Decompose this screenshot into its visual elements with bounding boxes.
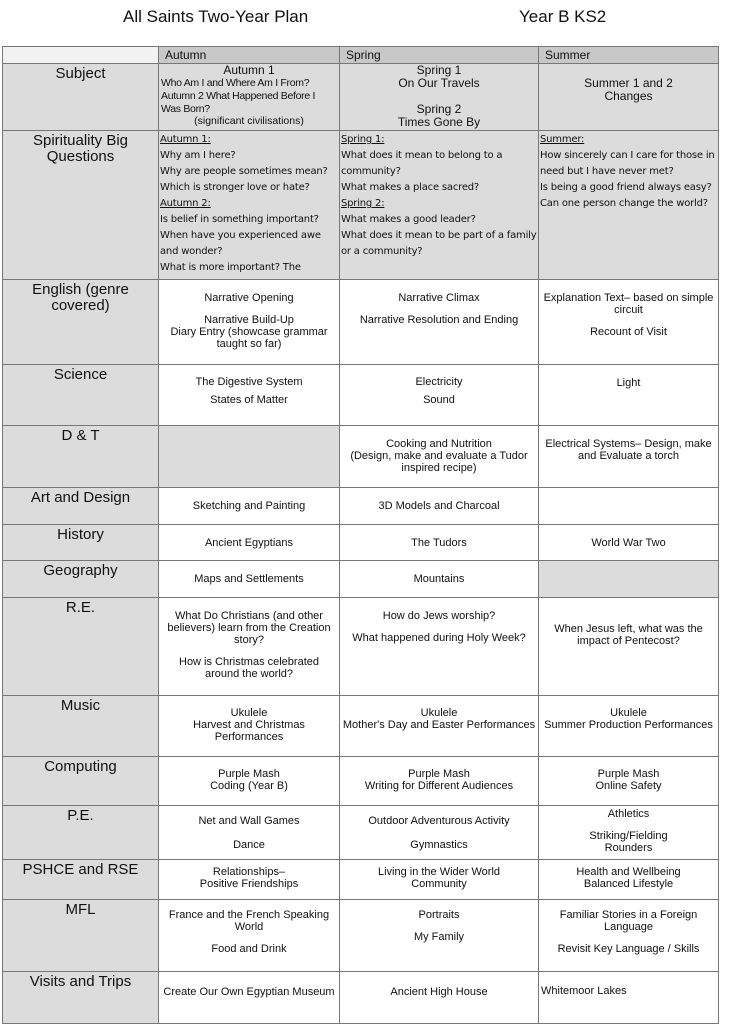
topic: Ukulele xyxy=(230,707,268,719)
cell-dt-spring xyxy=(340,426,539,488)
cell-pshce-summer xyxy=(539,860,719,900)
topic: Coding (Year B) xyxy=(210,780,288,792)
topic: Narrative Resolution and Ending xyxy=(359,314,519,326)
table-row-dt xyxy=(3,426,719,488)
table-row-computing xyxy=(3,757,719,806)
topic: What happened during Holy Week? xyxy=(352,632,526,644)
question: What makes a good leader? xyxy=(341,214,476,225)
topic: Online Safety xyxy=(595,780,662,792)
document-title: All Saints Two-Year Plan xyxy=(123,7,309,26)
row-label-geography: Geography xyxy=(3,561,159,598)
topic: Ukulele xyxy=(420,707,458,719)
row-label-science: Science xyxy=(3,365,159,426)
table-row-mfl xyxy=(3,900,719,972)
cell-history-spring: The Tudors xyxy=(340,525,539,561)
cell-mfl-summer xyxy=(539,900,719,972)
question: Which is stronger love or hate? xyxy=(160,182,310,193)
topic: Explanation Text– based on simple circuit xyxy=(543,292,714,316)
cell-pshce-autumn xyxy=(159,860,340,900)
cell-visits-autumn: Create Our Own Egyptian Museum xyxy=(159,972,340,1024)
row-label-subject: Subject xyxy=(3,64,159,131)
table-row-music xyxy=(3,696,719,757)
cell-history-autumn: Ancient Egyptians xyxy=(159,525,340,561)
topic: Health and Wellbeing xyxy=(576,866,681,878)
question: Is belief in something important? xyxy=(160,214,319,225)
topic: Balanced Lifestyle xyxy=(583,878,674,890)
cell-music-spring xyxy=(340,696,539,757)
topic: Community xyxy=(411,878,467,890)
topic: What Do Christians (and other believers) learn from the Creation story? xyxy=(167,610,331,646)
cell-geography-autumn: Maps and Settlements xyxy=(159,561,340,598)
topic: Harvest and Christmas Performances xyxy=(193,719,305,743)
topic: My Family xyxy=(413,931,465,943)
row-label-computing: Computing xyxy=(3,757,159,806)
topic: How is Christmas celebrated around the world? xyxy=(179,656,319,680)
topic: Light xyxy=(616,377,641,389)
question: What does it mean to be part of a family or a community? xyxy=(341,230,537,257)
topic: Purple Mash xyxy=(408,768,470,780)
summer-topic: Changes xyxy=(604,89,653,103)
question: What does it mean to belong to a community? xyxy=(341,150,503,177)
topic: Outdoor Adventurous Activity xyxy=(368,815,510,827)
topic: Familiar Stories in a Foreign Language xyxy=(559,909,698,933)
topic: Living in the Wider World xyxy=(377,866,501,878)
row-label-english: English (genre covered) xyxy=(3,280,159,365)
topic: Net and Wall Games xyxy=(198,815,300,827)
topic: Gymnastics xyxy=(410,839,468,851)
cell-mfl-spring xyxy=(340,900,539,972)
topic: Athletics xyxy=(607,808,650,820)
question: Why are people sometimes mean? xyxy=(160,166,328,177)
cell-pe-summer xyxy=(539,806,719,860)
row-label-music: Music xyxy=(3,696,159,757)
row-label-mfl: MFL xyxy=(3,900,159,972)
table-row-spirituality xyxy=(3,131,719,280)
cell-english-autumn xyxy=(159,280,340,365)
question: What is more important? The xyxy=(160,262,301,273)
header-corner-cell xyxy=(3,47,159,64)
column-header-summer: Summer xyxy=(539,47,719,64)
topic: Cooking and Nutrition xyxy=(386,438,492,450)
topic: When Jesus left, what was the impact of Pentecost? xyxy=(554,623,703,647)
row-label-dt: D & T xyxy=(3,426,159,488)
cell-pe-spring xyxy=(340,806,539,860)
row-label-visits: Visits and Trips xyxy=(3,972,159,1024)
cell-geography-summer-empty xyxy=(539,561,719,598)
cell-computing-autumn xyxy=(159,757,340,806)
topic: Ukulele xyxy=(610,707,647,719)
row-label-spirituality: Spirituality Big Questions xyxy=(3,131,159,280)
row-label-pshce: PSHCE and RSE xyxy=(3,860,159,900)
table-row-art xyxy=(3,488,719,525)
table-row-re xyxy=(3,598,719,696)
cell-subject-summer xyxy=(539,64,719,131)
topic: Revisit Key Language / Skills xyxy=(557,943,700,955)
cell-spirituality-spring xyxy=(340,131,539,280)
topic: Summer Production Performances xyxy=(544,719,713,731)
spring-2-topic: Times Gone By xyxy=(397,115,481,129)
topic: Purple Mash xyxy=(218,768,280,780)
cell-pe-autumn xyxy=(159,806,340,860)
cell-pshce-spring xyxy=(340,860,539,900)
cell-dt-autumn-empty xyxy=(159,426,340,488)
cell-science-spring xyxy=(340,365,539,426)
summer-title: Summer 1 and 2 xyxy=(584,76,673,90)
question: Is being a good friend always easy? xyxy=(540,182,712,193)
cell-english-spring xyxy=(340,280,539,365)
topic: States of Matter xyxy=(210,394,288,406)
cell-spirituality-summer xyxy=(539,131,719,280)
row-label-re: R.E. xyxy=(3,598,159,696)
curriculum-plan-table xyxy=(2,46,719,1024)
topic: France and the French Speaking World xyxy=(168,909,330,933)
table-row-english xyxy=(3,280,719,365)
cell-music-autumn xyxy=(159,696,340,757)
topic: The Digestive System xyxy=(195,376,303,388)
topic: Portraits xyxy=(418,909,460,921)
cell-computing-spring xyxy=(340,757,539,806)
question: What makes a place sacred? xyxy=(341,182,480,193)
autumn-1-topic: Who Am I and Where Am I From? xyxy=(161,77,310,89)
topic: Diary Entry (showcase grammar taught so far) xyxy=(170,326,328,350)
cell-art-summer-empty xyxy=(539,488,719,525)
question-heading: Spring 1: xyxy=(341,134,385,145)
topic: Narrative Climax xyxy=(398,292,480,304)
topic: Sound xyxy=(423,394,455,406)
cell-science-autumn xyxy=(159,365,340,426)
question: When have you experienced awe and wonder? xyxy=(160,230,321,257)
topic: Electricity xyxy=(415,376,463,388)
cell-art-autumn: Sketching and Painting xyxy=(159,488,340,525)
cell-geography-spring: Mountains xyxy=(340,561,539,598)
cell-english-summer xyxy=(539,280,719,365)
question-heading: Spring 2: xyxy=(341,198,385,209)
cell-re-spring xyxy=(340,598,539,696)
autumn-2-topic: Autumn 2 What Happened Before I Was Born? xyxy=(161,90,316,115)
column-header-spring: Spring xyxy=(340,47,539,64)
cell-mfl-autumn xyxy=(159,900,340,972)
term-header-row xyxy=(3,47,719,64)
topic: Recount of Visit xyxy=(590,326,667,338)
topic: Electrical Systems– Design, make and Evaluate a torch xyxy=(545,438,712,462)
cell-music-summer xyxy=(539,696,719,757)
cell-visits-summer: Whitemoor Lakes xyxy=(539,972,719,1024)
column-header-autumn: Autumn xyxy=(159,47,340,64)
topic: Purple Mash xyxy=(597,768,660,780)
spring-2-title: Spring 2 xyxy=(416,102,462,116)
cell-science-summer xyxy=(539,365,719,426)
autumn-2-subtitle: (significant civilisations) xyxy=(194,115,304,127)
table-row-geography xyxy=(3,561,719,598)
question: Can one person change the world? xyxy=(540,198,708,209)
table-row-history xyxy=(3,525,719,561)
topic: Rounders xyxy=(604,842,653,854)
spring-1-title: Spring 1 xyxy=(416,63,462,77)
topic: Relationships– xyxy=(212,866,286,878)
cell-history-summer: World War Two xyxy=(539,525,719,561)
year-label: Year B KS2 xyxy=(519,7,607,26)
cell-art-spring: 3D Models and Charcoal xyxy=(340,488,539,525)
cell-visits-spring: Ancient High House xyxy=(340,972,539,1024)
topic: Writing for Different Audiences xyxy=(364,780,514,792)
cell-spirituality-autumn xyxy=(159,131,340,280)
cell-re-autumn xyxy=(159,598,340,696)
table-row-subject xyxy=(3,64,719,131)
topic: (Design, make and evaluate a Tudor inspired recipe) xyxy=(350,450,528,474)
topic: Striking/Fielding xyxy=(589,830,668,842)
spring-1-topic: On Our Travels xyxy=(398,76,480,90)
topic: Narrative Build-Up xyxy=(204,314,294,326)
question: Why am I here? xyxy=(160,150,236,161)
question-heading: Autumn 2: xyxy=(160,198,211,209)
question-heading: Summer: xyxy=(540,134,585,145)
cell-dt-summer xyxy=(539,426,719,488)
topic: Dance xyxy=(233,839,265,851)
cell-re-summer xyxy=(539,598,719,696)
table-row-visits xyxy=(3,972,719,1024)
cell-subject-spring xyxy=(340,64,539,131)
row-label-pe: P.E. xyxy=(3,806,159,860)
autumn-1-title: Autumn 1 xyxy=(223,63,275,77)
question-heading: Autumn 1: xyxy=(160,134,211,145)
table-row-science xyxy=(3,365,719,426)
topic: Narrative Opening xyxy=(204,292,294,304)
row-label-history: History xyxy=(3,525,159,561)
question: How sincerely can I care for those in need but I have never met? xyxy=(540,150,715,177)
cell-subject-autumn xyxy=(159,64,340,131)
table-row-pshce xyxy=(3,860,719,900)
cell-computing-summer xyxy=(539,757,719,806)
topic: How do Jews worship? xyxy=(382,610,496,622)
topic: Mother's Day and Easter Performances xyxy=(342,719,536,731)
topic: Food and Drink xyxy=(211,943,287,955)
row-label-art: Art and Design xyxy=(3,488,159,525)
table-row-pe xyxy=(3,806,719,860)
topic: Positive Friendships xyxy=(199,878,299,890)
